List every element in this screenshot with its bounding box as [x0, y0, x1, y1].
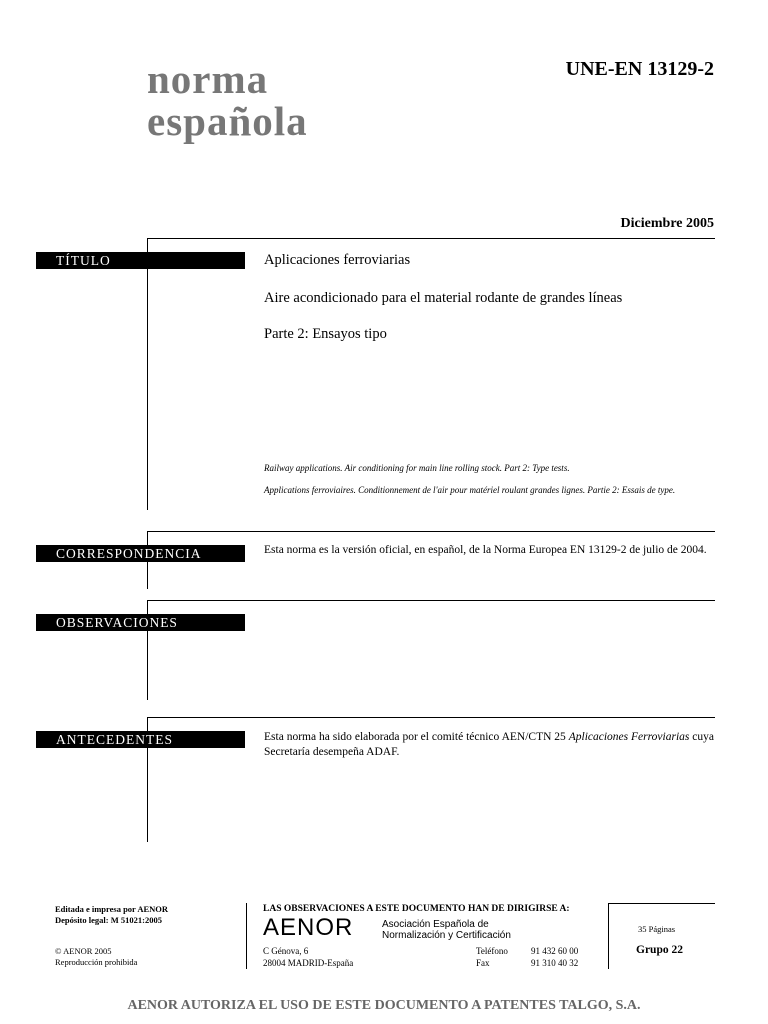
title-line-2: Aire acondicionado para el material rodante de grandes líneas — [264, 290, 623, 306]
footer-pages: 35 Páginas — [638, 924, 676, 934]
titulo-top-rule — [147, 238, 715, 239]
footer-reproduction: Reproducción prohibida — [55, 957, 138, 967]
footer-fax-label: Fax — [476, 958, 490, 968]
footer-box-top-rule — [608, 903, 715, 904]
standard-code: UNE-EN 13129-2 — [565, 58, 714, 80]
footer-divider-left — [246, 903, 247, 969]
footer-phone-label: Teléfono — [476, 946, 508, 956]
footer-address-2: 28004 MADRID-España — [263, 958, 354, 968]
observaciones-top-rule — [147, 600, 715, 601]
title-line-1: Aplicaciones ferroviarias — [264, 252, 411, 268]
aenor-logo: AENOR — [263, 914, 354, 941]
footer-copyright: © AENOR 2005 — [55, 946, 112, 956]
titulo-vertical-rule — [147, 238, 148, 510]
brand-line-2: española — [147, 98, 308, 144]
assoc-line-2: Normalización y Certificación — [382, 930, 511, 941]
footer-deposit: Depósito legal: M 51021:2005 — [55, 915, 162, 925]
brand-title — [147, 58, 308, 142]
observaciones-label: OBSERVACIONES — [36, 614, 245, 631]
correspondencia-top-rule — [147, 531, 715, 532]
antecedentes-text-after: cuya Secretaría desempeña ADAF. — [264, 731, 714, 758]
footer-group: Grupo 22 — [636, 944, 683, 956]
antecedentes-top-rule — [147, 717, 715, 718]
title-line-3: Parte 2: Ensayos tipo — [264, 326, 387, 342]
footer-phone: 91 432 60 00 — [531, 946, 579, 956]
antecedentes-label: ANTECEDENTES — [36, 731, 245, 748]
brand-line-1: norma — [147, 56, 269, 102]
footer-address-1: C Génova, 6 — [263, 946, 309, 956]
aenor-association — [382, 919, 511, 941]
correspondencia-text: Esta norma es la versión oficial, en español, de la Norma Europea EN 13129-2 de julio de 2004. — [264, 544, 707, 556]
antecedentes-text — [264, 730, 714, 760]
publication-date: Diciembre 2005 — [620, 216, 714, 231]
footer-divider-right — [608, 903, 609, 969]
title-french: Applications ferroviaires. Conditionnement de l'air pour matériel roulant grandes lignes. Partie 2: Essais de type. — [264, 485, 676, 495]
correspondencia-label: CORRESPONDENCIA — [36, 545, 245, 562]
antecedentes-text-italic: Aplicaciones Ferroviarias — [568, 731, 690, 743]
titulo-label: TÍTULO — [36, 252, 245, 269]
assoc-line-1: Asociación Española de — [382, 919, 489, 930]
authorization-banner: AENOR AUTORIZA EL USO DE ESTE DOCUMENTO A PATENTES TALGO, S.A. — [127, 998, 641, 1013]
footer-observations-header: LAS OBSERVACIONES A ESTE DOCUMENTO HAN DE DIRIGIRSE A: — [263, 904, 570, 914]
antecedentes-text-before: Esta norma ha sido elaborada por el comité técnico AEN/CTN 25 — [264, 731, 569, 743]
footer-fax: 91 310 40 32 — [531, 958, 579, 968]
footer-edited: Editada e impresa por AENOR — [55, 904, 169, 914]
title-english: Railway applications. Air conditioning for main line rolling stock. Part 2: Type tests. — [264, 463, 570, 473]
